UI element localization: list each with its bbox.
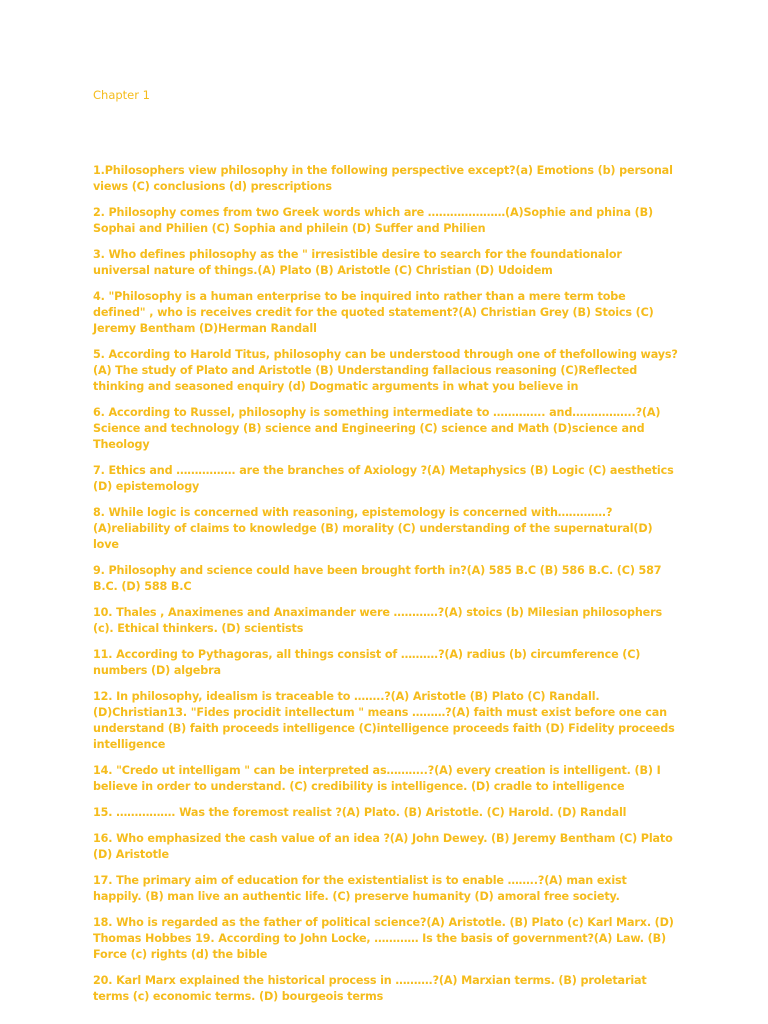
question-item: 12. In philosophy, idealism is traceable to ……..?(A) Aristotle (B) Plato (C) Randall. (D)Christian13. "Fides procidit intellectum " means ………?(A) faith must exist before one can understand (B) faith proceeds intelligence (C)intelligence proceeds faith (D) Fidelity proceeds intelligence (93, 690, 675, 751)
question-item: 4. "Philosophy is a human enterprise to be inquired into rather than a mere term tobe defined" , who is receives credit for the quoted statement?(A) Christian Grey (B) Stoics (C) Jeremy Bentham (D)Herman Randall (93, 290, 654, 335)
question-item: 5. According to Harold Titus, philosophy can be understood through one of thefollowing ways?(A) The study of Plato and Aristotle (B) Understanding fallacious reasoning (C)Reflected thinking and seasoned enquiry (d) Dogmatic arguments in what you believe in (93, 348, 678, 393)
question-item: 8. While logic is concerned with reasoning, epistemology is concerned with………….?(A)reliability of claims to knowledge (B) morality (C) understanding of the supernatural(D) love (93, 506, 653, 551)
question-list (93, 163, 678, 1015)
question-item: 10. Thales , Anaximenes and Anaximander were …………?(A) stoics (b) Milesian philosophers (c). Ethical thinkers. (D) scientists (93, 606, 662, 635)
question-item: 9. Philosophy and science could have been brought forth in?(A) 585 B.C (B) 586 B.C. (C) 587 B.C. (D) 588 B.C (93, 564, 662, 593)
question-item: 2. Philosophy comes from two Greek words which are …………………(A)Sophie and phina (B) Sophai and Philien (C) Sophia and philein (D) Suffer and Philien (93, 206, 653, 235)
question-item: 20. Karl Marx explained the historical process in ……….?(A) Marxian terms. (B) proletariat terms (c) economic terms. (D) bourgeois terms (93, 974, 647, 1003)
question-item: 1.Philosophers view philosophy in the following perspective except?(a) Emotions (b) personal views (C) conclusions (d) prescriptions (93, 164, 673, 193)
question-item: 7. Ethics and ……………. are the branches of Axiology ?(A) Metaphysics (B) Logic (C) aesthetics (D) epistemology (93, 464, 674, 493)
question-item: 11. According to Pythagoras, all things consist of ……….?(A) radius (b) circumference (C) numbers (D) algebra (93, 648, 641, 677)
question-item: 16. Who emphasized the cash value of an idea ?(A) John Dewey. (B) Jeremy Bentham (C) Plato (D) Aristotle (93, 832, 673, 861)
question-item: 6. According to Russel, philosophy is something intermediate to ………….. and……………..?(A) Science and technology (B) science and Engineering (C) science and Math (D)science and Theology (93, 406, 661, 451)
chapter-title: Chapter 1 (93, 88, 150, 102)
question-item: 17. The primary aim of education for the existentialist is to enable ……..?(A) man exist happily. (B) man live an authentic life. (C) preserve humanity (D) amoral free society. (93, 874, 627, 903)
question-item: 3. Who defines philosophy as the " irresistible desire to search for the foundationalor universal nature of things.(A) Plato (B) Aristotle (C) Christian (D) Udoidem (93, 248, 622, 277)
question-item: 14. "Credo ut intelligam " can be interpreted as………..?(A) every creation is intelligent. (B) I believe in order to understand. (C) credibility is intelligence. (D) cradle to intelligence (93, 764, 661, 793)
question-item: 18. Who is regarded as the father of political science?(A) Aristotle. (B) Plato (c) Karl Marx. (D) Thomas Hobbes 19. According to John Locke, ………… Is the basis of government?(A) Law. (B) Force (c) rights (d) the bible (93, 916, 674, 961)
question-item: 15. ……………. Was the foremost realist ?(A) Plato. (B) Aristotle. (C) Harold. (D) Randall (93, 806, 627, 819)
